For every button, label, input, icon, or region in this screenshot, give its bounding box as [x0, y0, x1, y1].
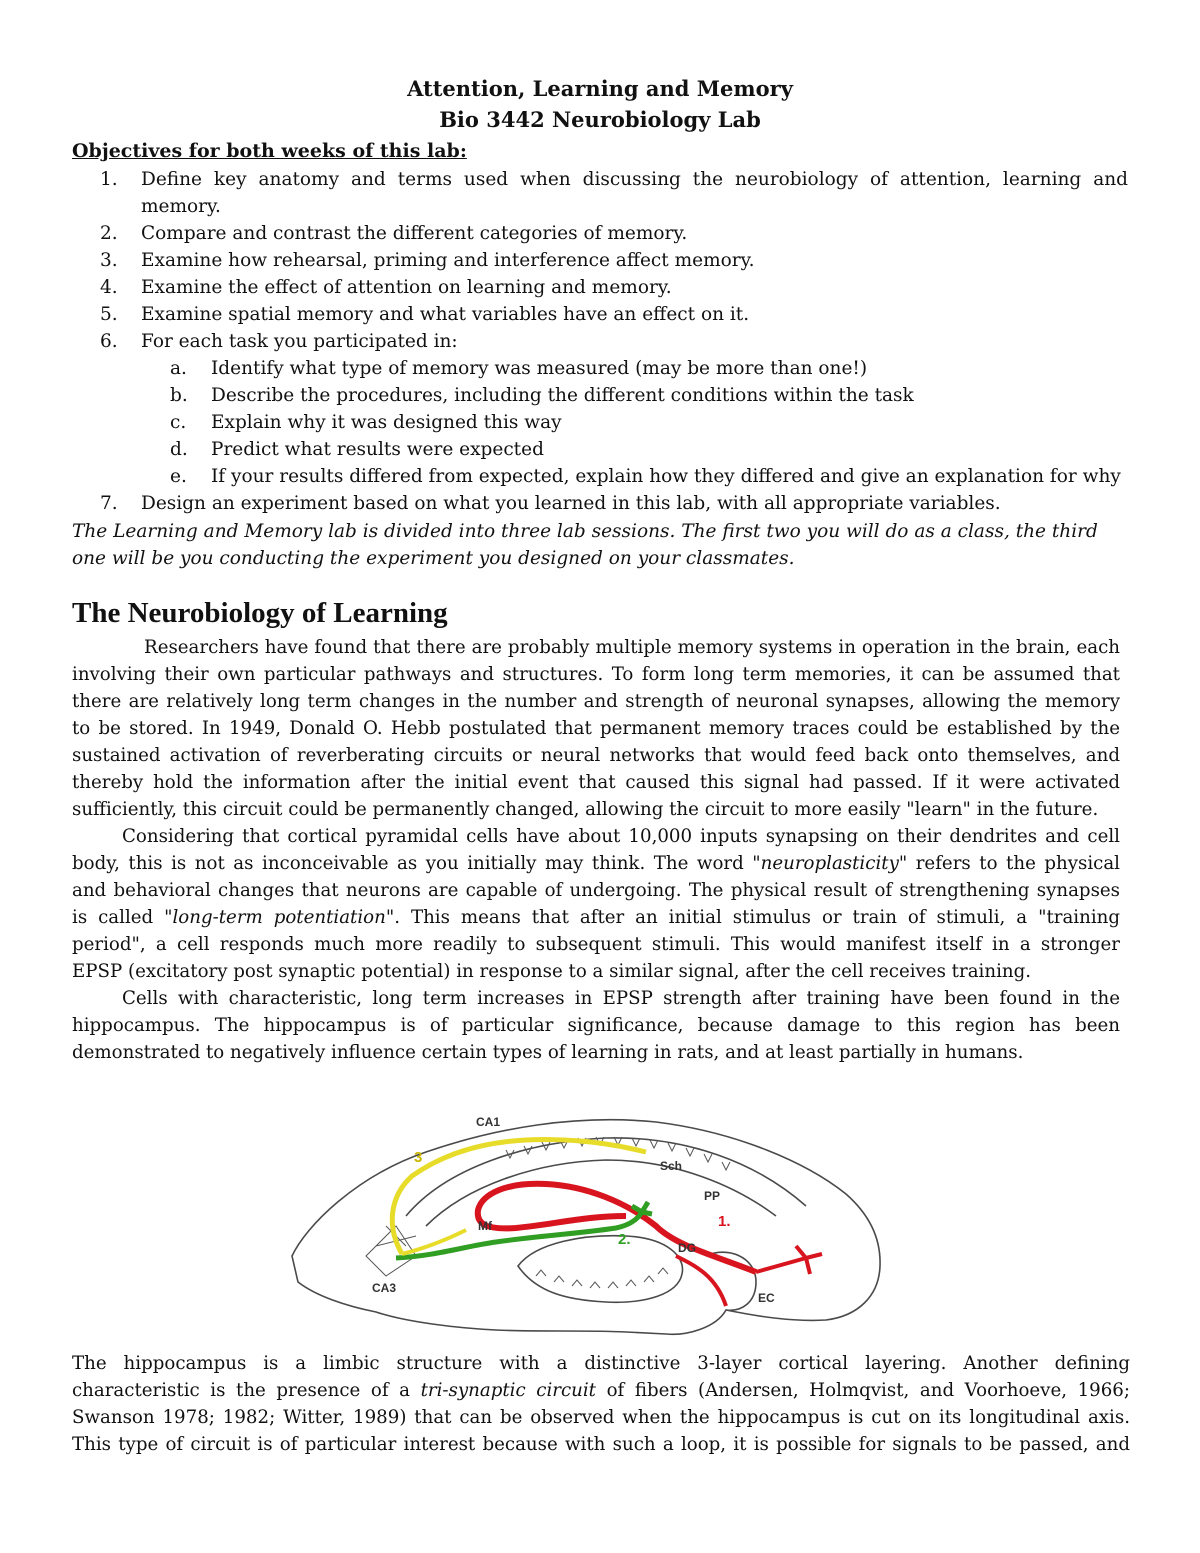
paragraph-2 — [72, 823, 1120, 985]
text-run: ". This means that after an initial stimulus or train of stimuli, a "training — [385, 907, 1120, 928]
text-line — [72, 850, 1120, 877]
list-text: If your results differed from expected, explain how they differed and give an explanation for why — [211, 466, 1121, 487]
text-run: of fibers (Andersen, Holmqvist, and Voorhoeve, 1966; — [596, 1380, 1130, 1401]
text-line: involving their own particular pathways and structures. To form long term memories, it can be assumed that — [72, 664, 1120, 685]
dentate-gyrus — [518, 1236, 683, 1303]
label-pp: PP — [704, 1189, 721, 1203]
text-line — [72, 904, 1120, 931]
list-number: 4. — [100, 277, 118, 298]
figure-description — [72, 1350, 1130, 1458]
label-sch: Sch — [660, 1159, 683, 1173]
granule-cells — [536, 1268, 668, 1288]
list-number: 6. — [100, 331, 118, 352]
label-ca3: CA3 — [372, 1281, 397, 1295]
text-line: Considering that cortical pyramidal cells have about 10,000 inputs synapsing on their dendrites and cell — [122, 826, 1120, 847]
text-line: demonstrated to negatively influence certain types of learning in rats, and at least partially in humans. — [72, 1042, 1024, 1063]
list-text: Identify what type of memory was measured (may be more than one!) — [211, 358, 868, 379]
list-text: Explain why it was designed this way — [211, 412, 562, 433]
list-text: Predict what results were expected — [211, 439, 544, 460]
list-letter: b. — [170, 385, 188, 406]
label-dg: DG — [678, 1241, 696, 1255]
text-line: EPSP (excitatory post synaptic potential) in response to a similar signal, after the cell receives training. — [72, 961, 1032, 982]
document-subtitle: Bio 3442 Neurobiology Lab — [439, 107, 761, 132]
label-mf: Mf — [478, 1219, 492, 1233]
document-title: Attention, Learning and Memory — [407, 76, 793, 101]
list-letter: a. — [170, 358, 187, 379]
paragraph-1 — [72, 634, 1120, 823]
list-text: Examine spatial memory and what variables have an effect on it. — [141, 304, 750, 325]
ec-branch-red — [676, 1256, 726, 1306]
list-number: 2. — [100, 223, 118, 244]
list-text: Examine how rehearsal, priming and interference affect memory. — [141, 250, 755, 271]
objectives-heading: Objectives for both weeks of this lab: — [72, 140, 467, 162]
lab-note-line: The Learning and Memory lab is divided into three lab sessions. The first two you will do as a class, the third — [72, 521, 1098, 542]
term-trisynaptic: tri-synaptic circuit — [420, 1380, 596, 1401]
text-line: hippocampus. The hippocampus is of particular significance, because damage to this region has been — [72, 1015, 1120, 1036]
text-run: is called " — [72, 907, 173, 928]
text-line: there are relatively long term changes in the number and strength of neuronal synapses, allowing the memory — [72, 691, 1120, 712]
label-pathway-2: 2. — [618, 1231, 631, 1248]
paragraph-3 — [72, 985, 1120, 1066]
list-letter: e. — [170, 466, 187, 487]
label-pathway-1: 1. — [718, 1213, 731, 1230]
text-line: to be stored. In 1949, Donald O. Hebb postulated that permanent memory traces could be established by the — [72, 718, 1120, 739]
section-heading: The Neurobiology of Learning — [72, 597, 448, 629]
text-run: characteristic is the presence of a — [72, 1380, 421, 1401]
text-line — [72, 1377, 1130, 1404]
text-line: period", a cell responds much more readily to subsequent stimuli. This would manifest itself in a stronger — [72, 934, 1120, 955]
list-text: Describe the procedures, including the different conditions within the task — [211, 385, 914, 406]
text-line: and behavioral changes that neurons are capable of undergoing. The physical result of strengthening synapses — [72, 880, 1120, 901]
list-number: 1. — [100, 169, 118, 190]
text-line: Researchers have found that there are probably multiple memory systems in operation in the brain, each — [144, 637, 1120, 658]
list-letter: c. — [170, 412, 187, 433]
outer-contour — [292, 1120, 880, 1335]
text-line: Swanson 1978; 1982; Witter, 1989) that can be observed when the hippocampus is cut on its longitudinal axis. — [72, 1407, 1130, 1428]
lab-note-line: one will be you conducting the experiment you designed on your classmates. — [72, 548, 795, 569]
list-number: 7. — [100, 493, 118, 514]
text-run: body, this is not as inconceivable as you initially may think. The word " — [72, 853, 761, 874]
ec-neuron-red — [756, 1246, 822, 1274]
label-ec: EC — [758, 1291, 775, 1305]
label-ca1: CA1 — [476, 1115, 501, 1129]
term-neuroplasticity: neuroplasticity — [760, 853, 899, 874]
list-text: Compare and contrast the different categories of memory. — [141, 223, 688, 244]
text-line: The hippocampus is a limbic structure with a distinctive 3-layer cortical layering. Another defining — [72, 1353, 1130, 1374]
list-text: Examine the effect of attention on learning and memory. — [141, 277, 672, 298]
text-line: sustained activation of reverberating circuits or neural networks that would feed back onto themselves, and — [72, 745, 1120, 766]
text-line: thereby hold the information after the initial event that caused this signal had passed. If it were activated — [72, 772, 1120, 793]
list-number: 5. — [100, 304, 118, 325]
figure-labels — [372, 1115, 775, 1305]
label-pathway-3: 3 — [414, 1149, 423, 1166]
hippocampus-circuit-figure — [286, 1106, 886, 1338]
list-text: Define key anatomy and terms used when discussing the neurobiology of attention, learning and memory. — [141, 169, 1128, 217]
text-line: sufficiently, this circuit could be permanently changed, allowing the circuit to more easily "learn" in the future. — [72, 799, 1099, 820]
list-text: Design an experiment based on what you learned in this lab, with all appropriate variables. — [141, 493, 1001, 514]
term-ltp: long-term potentiation — [172, 907, 386, 928]
hippocampus-outline — [292, 1120, 880, 1335]
list-number: 3. — [100, 250, 118, 271]
list-letter: d. — [170, 439, 188, 460]
text-line: Cells with characteristic, long term increases in EPSP strength after training have been found in the — [122, 988, 1120, 1009]
list-text: For each task you participated in: — [141, 331, 458, 352]
text-run: " refers to the physical — [898, 853, 1120, 874]
text-line: This type of circuit is of particular interest because with such a loop, it is possible for signals to be passed, and — [72, 1434, 1130, 1455]
